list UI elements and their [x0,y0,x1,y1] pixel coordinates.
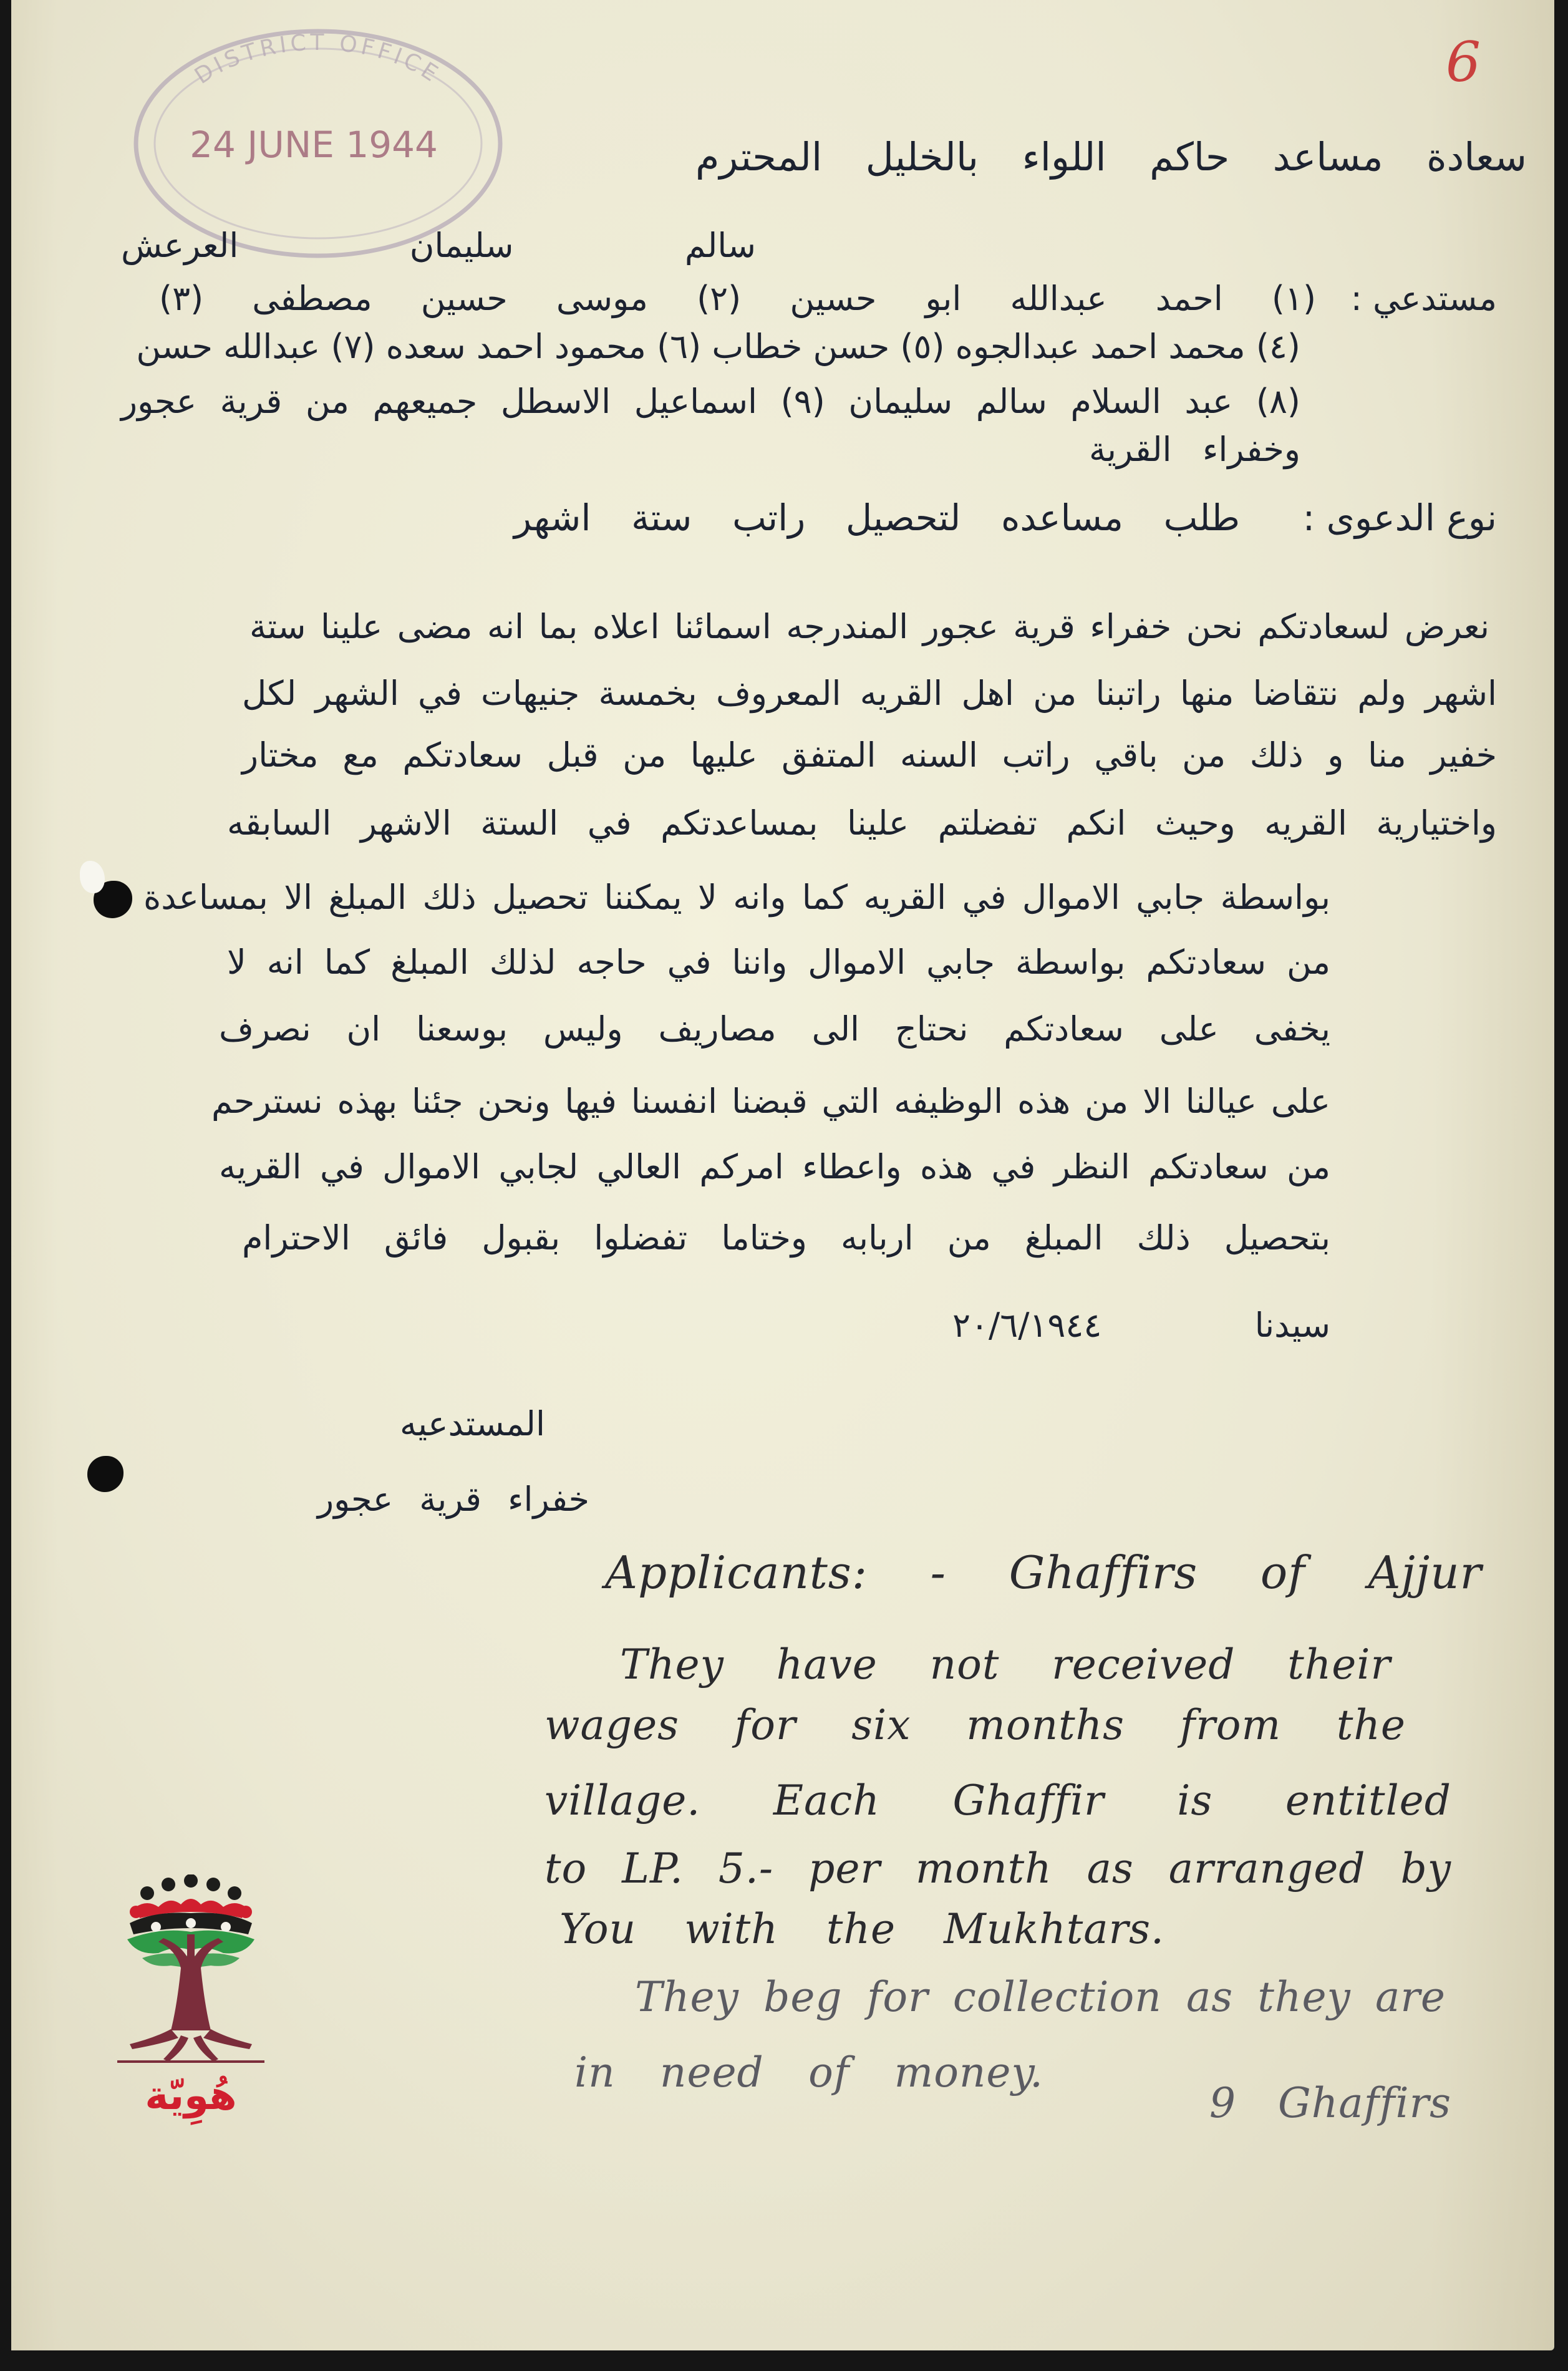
annotation-line: in need of money. [574,2049,1043,2097]
applicants-line: (١) احمد عبدالله ابو حسين (٢) موسى حسين مصطفى (٣) [159,279,1317,318]
annotation-line: You with the Mukhtars. [559,1905,1164,1953]
stamp-office-name: DISTRICT OFFICE [190,29,445,90]
applicants-line: (٤) محمد احمد عبدالجوه (٥) حسن خطاب (٦) محمود احمد سعده (٧) عبدالله حسن [136,327,1300,366]
logo-wordmark: هُوِيّة [145,2073,237,2119]
body-line: واختيارية القريه وحيث انكم تفضلتم علينا بمساعدتكم في الستة الاشهر السابقه [227,803,1497,843]
annotation-line: Applicants: - Ghaffirs of Ajjur [605,1546,1482,1599]
applicant-name-above: سالم سليمان العرعش [121,226,756,265]
family-tree-logo [111,1874,271,2136]
signature-name: خفراء قرية عجور [317,1480,589,1519]
page-number: 6 [1446,30,1481,94]
signature-title: المستدعيه [400,1404,545,1443]
body-line: يخفى على سعادتكم نحتاج الى مصاريف وليس بوسعنا ان نصرف [219,1009,1330,1049]
stamp-date: 24 JUNE 1944 [190,124,438,166]
annotation-signature: 9 Ghaffirs [1209,2079,1451,2127]
body-line: خفير منا و ذلك من باقي راتب السنه المتفق عليها من قبل سعادتكم مع مختار [242,735,1497,775]
body-line: على عيالنا الا من هذه الوظيفه التي قبضنا انفسنا فيها ونحن جئنا بهذه نسترحم [211,1082,1330,1121]
annotation-line: village. Each Ghaffir is entitled [544,1777,1451,1825]
body-line: نعرض لسعادتكم نحن خفراء قرية عجور المندرجه اسمائنا اعلاه بما انه مضى علينا ستة [249,607,1489,646]
claim-label: نوع الدعوى : [1302,497,1497,539]
body-line: من سعادتكم النظر في هذه واعطاء امركم العالي لجابي الاموال في القريه [219,1147,1330,1186]
addressee-line: سعادة مساعد حاكم اللواء بالخليل المحترم [695,134,1527,180]
applicants-label: مستدعي : [1350,279,1497,318]
annotation-line: They have not received their [620,1641,1391,1689]
tree-icon [111,1874,271,2073]
annotation-line: to LP. 5.- per month as arranged by [544,1845,1451,1893]
applicants-line: (٨) عبد السلام سالم سليمان (٩) اسماعيل الاسطل جميعهم من قرية عجور [121,382,1300,421]
body-line: اشهر ولم نتقاضا منها راتبنا من اهل القريه المعروف بخمسة جنيهات في الشهر لكل [242,674,1497,713]
annotation-line: They beg for collection as they are [635,1973,1446,2021]
date-line: سيدنا ٢٠/٦/١٩٤٤ [952,1306,1330,1345]
body-line: من سعادتكم بواسطة جابي الاموال واننا في حاجه لذلك المبلغ كما انه لا [227,943,1330,982]
body-line: بتحصيل ذلك المبلغ من اربابه وختاما تفضلوا بقبول فائق الاحترام [242,1218,1330,1258]
body-line: بواسطة جابي الاموال في القريه كما وانه لا يمكننا تحصيل ذلك المبلغ الا بمساعدة [143,878,1330,917]
stamp-arc-text [190,30,445,89]
claim-text: طلب مساعده لتحصيل راتب ستة اشهر [514,497,1240,539]
applicants-line: وخفراء القرية [1089,430,1300,469]
annotation-line: wages for six months from the [544,1701,1406,1749]
